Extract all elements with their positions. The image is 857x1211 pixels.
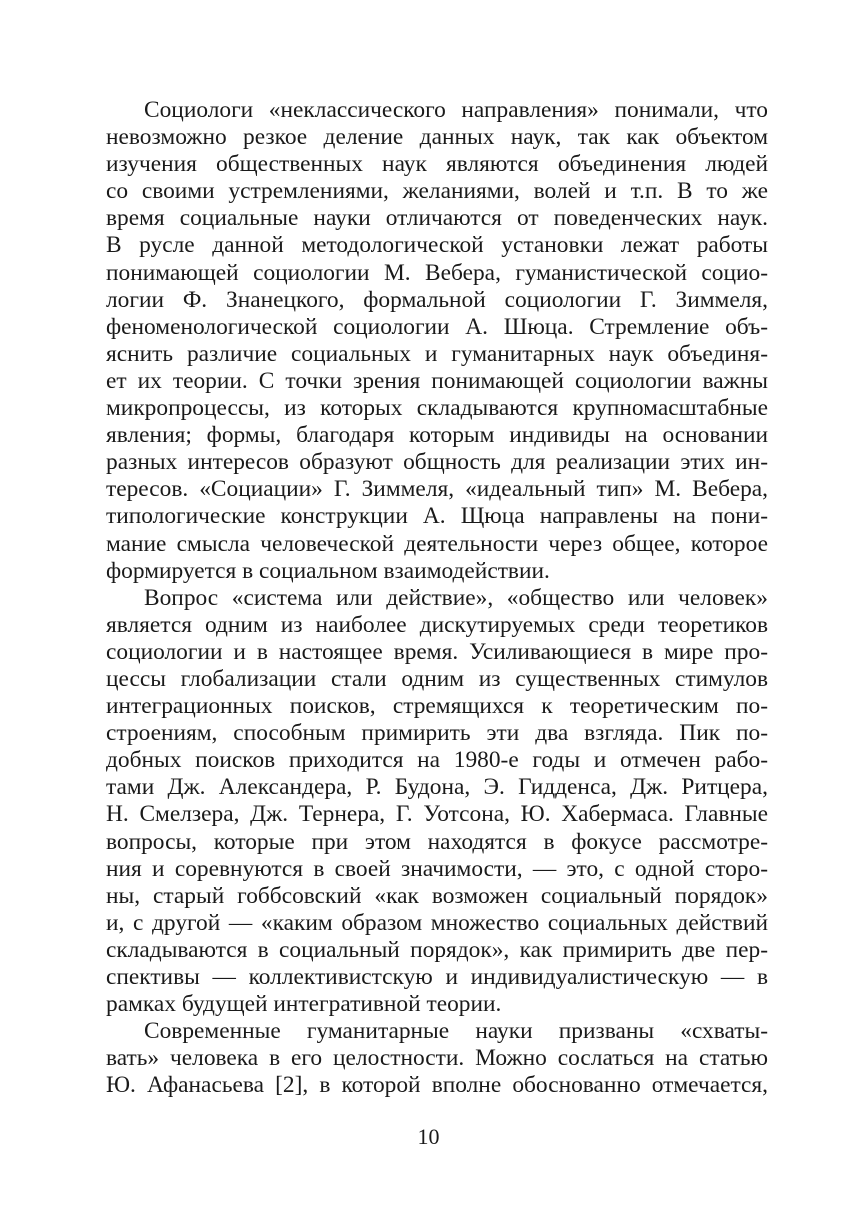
text-line: интеграционных поисков, стремящихся к теоретическим по-	[106, 693, 768, 720]
text-line: время социальные науки отличаются от поведенческих наук.	[106, 205, 768, 232]
text-line: Социологи «неклассического направления» понимали, что	[144, 97, 768, 123]
text-line: Современные гуманитарные науки призваны «схваты-	[144, 1018, 768, 1045]
text-line: изучения общественных наук являются объединения людей	[106, 151, 768, 178]
text-line: типологические конструкции А. Щюца направлены на пони-	[106, 503, 768, 530]
text-line: Н. Смелзера, Дж. Тернера, Г. Уотсона, Ю. Хабермаса. Главные	[106, 801, 768, 828]
text-line: мание смысла человеческой деятельности через общее, которое	[106, 530, 768, 557]
text-line: микропроцессы, из которых складываются крупномасштабные	[106, 395, 768, 422]
paragraph-1	[106, 97, 768, 585]
text-line: явления; формы, благодаря которым индивиды на основании	[106, 422, 768, 449]
paragraph-3	[106, 1018, 768, 1099]
text-line: социологии и в настоящее время. Усиливающиеся в мире про-	[106, 638, 768, 665]
text-line: добных поисков приходится на 1980-е годы и отмечен рабо-	[106, 747, 768, 774]
body-text	[106, 97, 768, 1099]
paragraph-2	[106, 585, 768, 1019]
text-line: ны, старый гоббсовский «как возможен социальный порядок»	[106, 882, 768, 909]
text-line: со своими устремлениями, желаниями, волей и т.п. В то же	[106, 178, 768, 205]
text-line: ет их теории. С точки зрения понимающей социологии важны	[106, 367, 768, 394]
text-line: феноменологической социологии А. Шюца. Стремление объ-	[106, 313, 768, 340]
text-line: логии Ф. Знанецкого, формальной социологии Г. Зиммеля,	[106, 286, 768, 313]
page-number: 10	[417, 1124, 440, 1149]
text-line: является одним из наиболее дискутируемых среди теоретиков	[106, 611, 768, 638]
text-line: понимающей социологии М. Вебера, гуманистической социо-	[106, 259, 768, 286]
text-line: разных интересов образуют общность для реализации этих ин-	[106, 449, 768, 476]
text-line: вать» человека в его целостности. Можно сослаться на статью	[106, 1045, 768, 1072]
text-line: Ю. Афанасьева [2], в которой вполне обоснованно отмечается,	[106, 1072, 768, 1099]
text-line: формируется в социальном взаимодействии.	[106, 557, 550, 584]
text-line: Вопрос «система или действие», «общество или человек»	[144, 584, 768, 611]
text-line: невозможно резкое деление данных наук, так как объектом	[106, 124, 768, 151]
text-line: В русле данной методологической установки лежат работы	[106, 232, 768, 259]
text-line: вопросы, которые при этом находятся в фокусе рассмотре-	[106, 828, 768, 855]
text-line: тами Дж. Александера, Р. Будона, Э. Гидденса, Дж. Ритцера,	[106, 774, 768, 801]
text-line: ния и соревнуются в своей значимости, — это, с одной сторо-	[106, 855, 768, 882]
text-line: и, с другой — «каким образом множество социальных действий	[106, 909, 768, 936]
text-line: тересов. «Социации» Г. Зиммеля, «идеальный тип» М. Вебера,	[106, 476, 768, 503]
text-line: спективы — коллективистскую и индивидуалистическую — в	[106, 964, 768, 990]
text-line: яснить различие социальных и гуманитарных наук объединя-	[106, 340, 768, 367]
text-line: рамках будущей интегративной теории.	[106, 991, 502, 1018]
text-line: цессы глобализации стали одним из существенных стимулов	[106, 665, 768, 692]
text-line: складываются в социальный порядок», как примирить две пер-	[106, 936, 768, 963]
text-line: строениям, способным примирить эти два взгляда. Пик по-	[106, 720, 768, 747]
